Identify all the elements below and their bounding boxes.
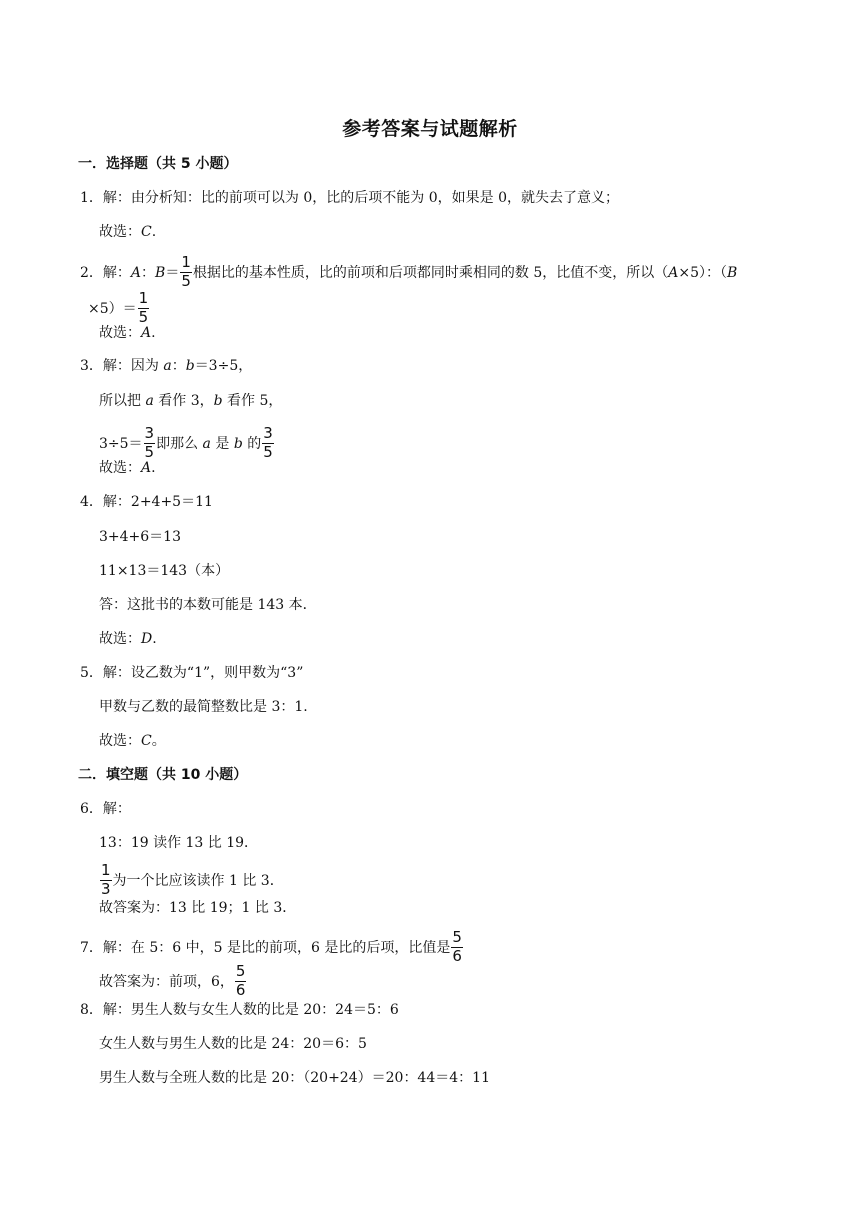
q4-answer: 故选：D.: [99, 631, 157, 647]
section-heading-fill: 二．填空题（共 10 小题）: [78, 767, 248, 783]
q4-line-3: 11×13＝143（本）: [99, 563, 230, 579]
q5-line-1: 5．解：设乙数为“1”，则甲数为“3”: [80, 665, 304, 681]
page-title: 参考答案与试题解析: [342, 118, 518, 140]
q6-line-4: 故答案为：13 比 19；1 比 3．: [99, 900, 297, 916]
q1-line-1: 1．解：由分析知：比的前项可以为 0，比的后项不能为 0，如果是 0，就失去了意义；: [80, 190, 619, 206]
section-heading-choice: 一．选择题（共 5 小题）: [78, 156, 238, 172]
q5-line-2: 甲数与乙数的最简整数比是 3：1.: [99, 699, 308, 715]
q4-line-4: 答：这批书的本数可能是 143 本．: [99, 597, 317, 613]
q3-line-1: 3．解：因为 a：b＝3÷5，: [80, 358, 253, 374]
fraction: $\frac{5}{6}$: [452, 928, 462, 965]
fraction: $\frac{3}{5}$: [263, 424, 273, 461]
q5-answer: 故选：C。: [99, 733, 166, 749]
q2-line-2: ×5）＝ $\frac{1}{5}$: [88, 289, 149, 326]
q8-line-3: 男生人数与全班人数的比是 20：（20+24）＝20：44＝4：11: [99, 1070, 490, 1086]
q8-line-2: 女生人数与男生人数的比是 24：20＝6：5: [99, 1036, 367, 1052]
fraction: $\frac{1}{3}$: [101, 861, 111, 898]
q1-answer: 故选：C.: [99, 224, 157, 240]
q2-answer: 故选：A.: [99, 325, 156, 341]
q4-line-2: 3+4+6＝13: [99, 529, 181, 545]
fraction: $\frac{1}{5}$: [181, 253, 191, 290]
q3-answer: 故选：A.: [99, 460, 156, 476]
fraction: $\frac{1}{5}$: [138, 289, 149, 326]
fraction: $\frac{3}{5}$: [144, 424, 155, 461]
q7-line-2: 故答案为：前项，6， $\frac{5}{6}$: [99, 962, 246, 999]
q6-line-3: $\frac{1}{3}$ 为一个比应该读作 1 比 3．: [101, 861, 284, 898]
q3-line-2: 所以把 a 看作 3，b 看作 5，: [99, 393, 283, 409]
q4-line-1: 4．解：2+4+5＝11: [80, 494, 213, 510]
q6-line-2: 13：19 读作 13 比 19．: [99, 835, 259, 851]
q8-line-1: 8．解：男生人数与女生人数的比是 20：24＝5：6: [80, 1002, 399, 1018]
q7-line-1: 7．解：在 5：6 中，5 是比的前项，6 是比的后项，比值是 $\frac{5}{6}$: [80, 928, 462, 965]
q3-line-3: 3÷5＝ $\frac{3}{5}$ 即那么 a 是 b 的 $\frac{3}{5}$: [99, 424, 273, 461]
q6-line-1: 6．解：: [80, 801, 131, 817]
fraction: $\frac{5}{6}$: [235, 962, 246, 999]
q2-line-1: 2．解：A：B＝ $\frac{1}{5}$ 根据比的基本性质，比的前项和后项都同时乘相同的数 5，比值不变，所以（A×5）：（B: [80, 253, 738, 290]
